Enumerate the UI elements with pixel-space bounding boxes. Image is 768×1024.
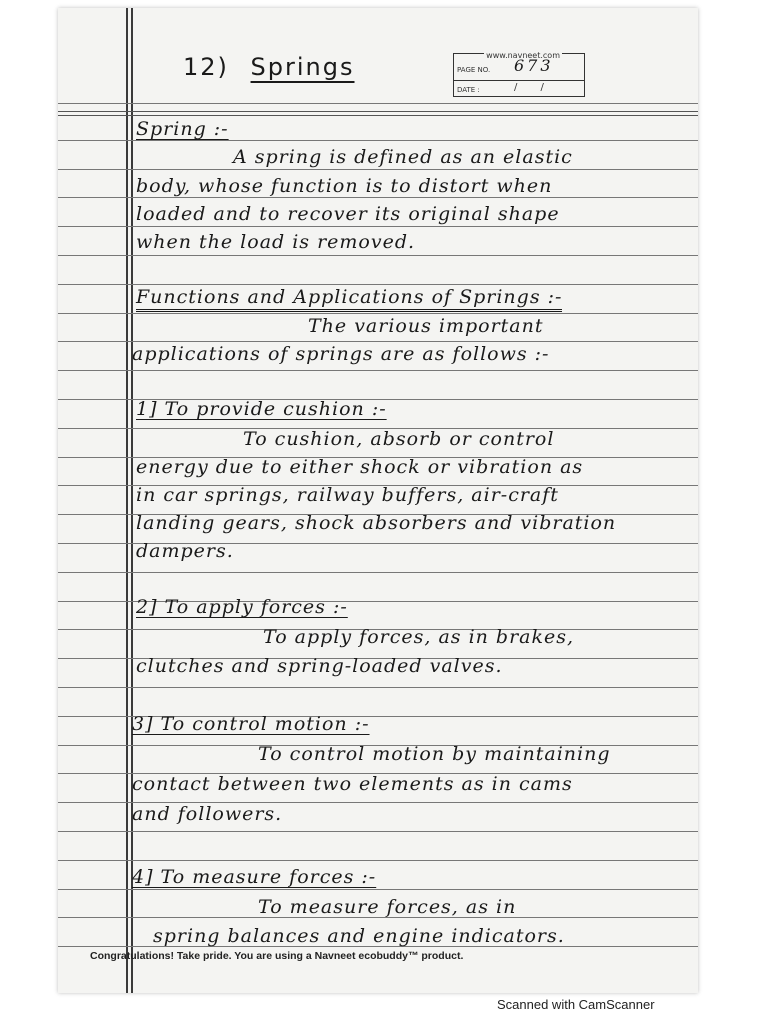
item-line: To measure forces, as in bbox=[258, 896, 517, 918]
chapter-title: Springs bbox=[250, 53, 355, 81]
page-no-row bbox=[454, 56, 584, 81]
item-line: dampers. bbox=[136, 540, 234, 562]
stamp-website: www.navneet.com bbox=[486, 51, 560, 60]
page-title bbox=[183, 53, 355, 81]
ruled-line bbox=[58, 313, 698, 314]
definition-line: when the load is removed. bbox=[136, 231, 416, 253]
chapter-number: 12) bbox=[183, 53, 229, 81]
date-value: / / bbox=[514, 82, 554, 93]
item-line: clutches and spring-loaded valves. bbox=[136, 655, 503, 677]
item-line: energy due to either shock or vibration as bbox=[136, 456, 584, 478]
ruled-line bbox=[58, 284, 698, 285]
page-no-value: 673 bbox=[514, 56, 554, 75]
item-line: To apply forces, as in brakes, bbox=[263, 626, 575, 648]
ruled-line bbox=[58, 572, 698, 573]
functions-line: The various important bbox=[308, 315, 544, 337]
item-line: in car springs, railway buffers, air-craft bbox=[136, 484, 559, 506]
notebook-page bbox=[58, 8, 698, 993]
definition-line: A spring is defined as an elastic bbox=[233, 146, 573, 168]
margin-line bbox=[131, 8, 133, 993]
item-heading: 3] To control motion :- bbox=[132, 713, 370, 735]
item-line: contact between two elements as in cams bbox=[132, 773, 573, 795]
margin-line bbox=[126, 8, 128, 993]
ruled-line bbox=[58, 169, 698, 170]
definition-heading: Spring :- bbox=[136, 118, 229, 140]
item-line: landing gears, shock absorbers and vibration bbox=[136, 512, 617, 534]
notebook-footer: Congratulations! Take pride. You are using a Navneet ecobuddy™ product. bbox=[90, 950, 464, 962]
definition-line: body, whose function is to distort when bbox=[136, 175, 553, 197]
ruled-line bbox=[58, 226, 698, 227]
item-line: To cushion, absorb or control bbox=[243, 428, 555, 450]
ruled-line bbox=[58, 860, 698, 861]
functions-heading: Functions and Applications of Springs :- bbox=[136, 286, 562, 312]
item-heading: 2] To apply forces :- bbox=[136, 596, 348, 618]
item-line: To control motion by maintaining bbox=[258, 743, 611, 765]
page-number-stamp bbox=[453, 53, 585, 97]
ruled-line bbox=[58, 255, 698, 256]
item-heading: 4] To measure forces :- bbox=[132, 866, 377, 888]
functions-line: applications of springs are as follows :- bbox=[132, 343, 550, 365]
ruled-line bbox=[58, 103, 698, 104]
date-row bbox=[454, 80, 584, 100]
page-no-label: PAGE NO. bbox=[457, 66, 491, 74]
ruled-line bbox=[58, 889, 698, 890]
scanner-watermark: Scanned with CamScanner bbox=[497, 997, 655, 1012]
item-line: spring balances and engine indicators. bbox=[153, 925, 565, 947]
ruled-line bbox=[58, 197, 698, 198]
definition-line: loaded and to recover its original shape bbox=[136, 203, 560, 225]
item-line: and followers. bbox=[132, 803, 283, 825]
ruled-line bbox=[58, 370, 698, 371]
ruled-line bbox=[58, 831, 698, 832]
ruled-line bbox=[58, 111, 698, 116]
ruled-line bbox=[58, 687, 698, 688]
date-label: DATE : bbox=[457, 86, 480, 94]
item-heading: 1] To provide cushion :- bbox=[136, 398, 387, 420]
